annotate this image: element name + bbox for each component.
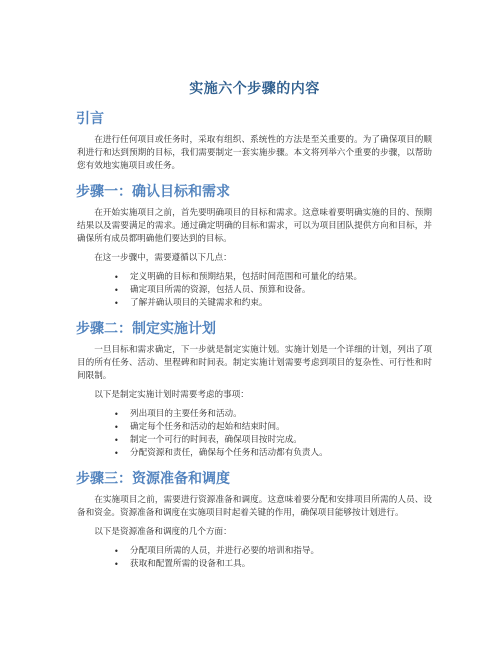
list-item-text: 分配资源和责任，确保每个任务和活动都有负责人。 bbox=[130, 448, 328, 458]
list-item-text: 确定每个任务和活动的起始和结束时间。 bbox=[130, 422, 285, 432]
list-item bbox=[77, 447, 432, 460]
step3-list bbox=[77, 545, 432, 571]
list-item bbox=[77, 408, 432, 421]
intro-paragraph: 在进行任何项目或任务时，采取有组织、系统性的方法是至关重要的。为了确保项目的顺利进行和达到预期的目标，我们需要制定一套实施步骤。本文将列举六个重要的步骤，以帮助您有效地实施项目或任务。 bbox=[77, 135, 432, 171]
list-item-text: 定义明确的目标和预期结果，包括时间范围和可量化的结果。 bbox=[130, 272, 363, 282]
section-step2 bbox=[77, 320, 432, 460]
list-item bbox=[77, 271, 432, 284]
list-item-text: 制定一个可行的时间表，确保项目按时完成。 bbox=[130, 435, 302, 445]
section-heading-step2: 步骤二：制定实施计划 bbox=[76, 321, 216, 337]
list-item bbox=[77, 434, 432, 447]
list-item-text: 确定项目所需的资源，包括人员、预算和设备。 bbox=[130, 285, 311, 295]
list-item-text: 分配项目所需的人员，并进行必要的培训和指导。 bbox=[130, 546, 320, 556]
list-item bbox=[77, 284, 432, 297]
list-item bbox=[77, 545, 432, 558]
list-item bbox=[77, 297, 432, 310]
list-item-text: 了解并确认项目的关键需求和约束。 bbox=[130, 298, 268, 308]
bullet-icon: • bbox=[114, 547, 119, 556]
step1-list bbox=[77, 271, 432, 310]
section-heading-intro: 引言 bbox=[76, 111, 104, 127]
step2-list bbox=[77, 408, 432, 460]
bullet-icon: • bbox=[114, 410, 119, 419]
document-title: 实施六个步骤的内容 bbox=[189, 81, 320, 97]
bullet-icon: • bbox=[114, 286, 119, 295]
section-heading-step1: 步骤一：确认目标和需求 bbox=[76, 184, 230, 200]
step1-paragraph: 在开始实施项目之前，首先要明确项目的目标和需求。这意味着要明确实施的目的、预期结果以及需要满足的需求。通过确定明确的目标和需求，可以为项目团队提供方向和目标，并确保所有成员都明确他们要达到的目标。 bbox=[77, 208, 432, 244]
section-step1 bbox=[77, 183, 432, 310]
list-item bbox=[77, 558, 432, 571]
list-item bbox=[77, 421, 432, 434]
bullet-icon: • bbox=[114, 273, 119, 282]
step1-lead: 在这一步骤中，需要遵循以下几点： bbox=[94, 253, 232, 263]
step3-lead: 以下是资源准备和调度的几个方面： bbox=[94, 527, 232, 537]
step2-lead: 以下是制定实施计划时需要考虑的事项： bbox=[94, 390, 249, 400]
bullet-icon: • bbox=[114, 423, 119, 432]
list-item-text: 获取和配置所需的设备和工具。 bbox=[130, 559, 251, 569]
step2-paragraph: 一旦目标和需求确定，下一步就是制定实施计划。实施计划是一个详细的计划，列出了项目的所有任务、活动、里程碑和时间表。制定实施计划需要考虑到项目的复杂性、可行性和时间限制。 bbox=[77, 345, 432, 381]
step3-paragraph: 在实施项目之前，需要进行资源准备和调度。这意味着要分配和安排项目所需的人员、设备和资金。资源准备和调度在实施项目时起着关键的作用，确保项目能够按计划进行。 bbox=[77, 495, 432, 518]
section-intro bbox=[77, 110, 432, 173]
bullet-icon: • bbox=[114, 449, 119, 458]
bullet-icon: • bbox=[114, 299, 119, 308]
bullet-icon: • bbox=[114, 436, 119, 445]
section-heading-step3: 步骤三：资源准备和调度 bbox=[76, 471, 230, 487]
list-item-text: 列出项目的主要任务和活动。 bbox=[130, 409, 242, 419]
section-step3 bbox=[77, 470, 432, 571]
bullet-icon: • bbox=[114, 560, 119, 569]
